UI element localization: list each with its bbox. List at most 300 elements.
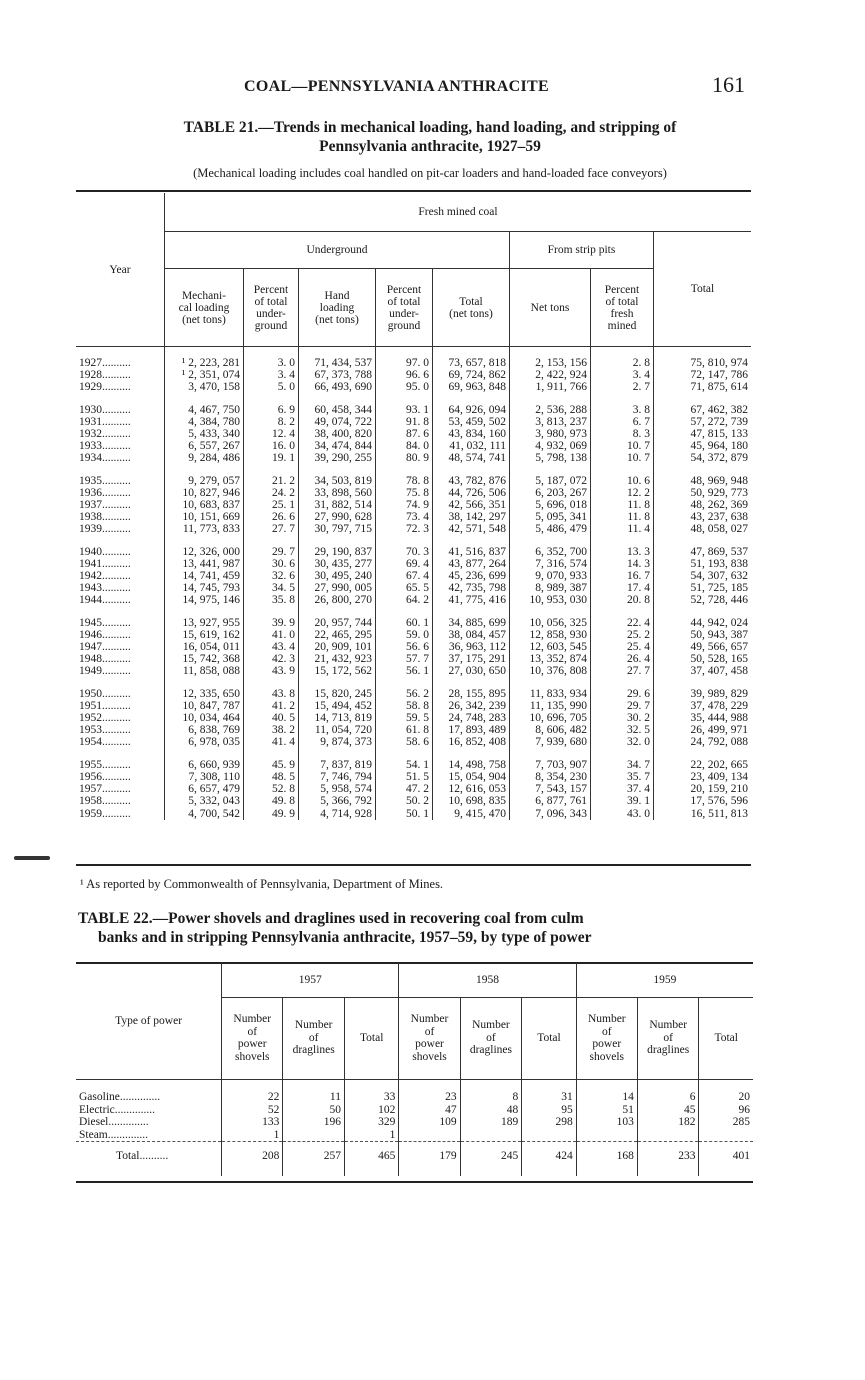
table-row bbox=[76, 1091, 753, 1104]
value-cell: 38, 142, 297 bbox=[433, 511, 510, 523]
value-cell: 11, 054, 720 bbox=[299, 724, 376, 736]
value-cell: 72. 3 bbox=[376, 523, 433, 535]
value-cell: 38, 084, 457 bbox=[433, 629, 510, 641]
value-cell: 6 bbox=[637, 1091, 699, 1104]
value-cell: 9, 070, 933 bbox=[510, 570, 591, 582]
power-type-cell: Gasoline.............. bbox=[79, 1091, 161, 1103]
value-cell: 10. 6 bbox=[591, 475, 654, 487]
table21-subtitle: (Mechanical loading includes coal handled on pit-car loaders and hand-loaded face conveyors) bbox=[193, 166, 667, 180]
table-row bbox=[76, 665, 751, 677]
value-cell: 12. 4 bbox=[244, 428, 299, 440]
table-row bbox=[76, 594, 751, 606]
value-cell: 73. 4 bbox=[376, 511, 433, 523]
value-cell: 97. 0 bbox=[376, 357, 433, 369]
value-cell: 8, 354, 230 bbox=[510, 771, 591, 783]
value-cell: 32. 0 bbox=[591, 736, 654, 748]
year-cell: 1931.......... bbox=[79, 415, 131, 428]
value-cell: 15, 619, 162 bbox=[165, 629, 244, 641]
value-cell: 1 bbox=[222, 1129, 283, 1142]
value-cell: 33 bbox=[344, 1091, 398, 1104]
power-type-cell: Electric.............. bbox=[79, 1103, 156, 1116]
value-cell: 74. 9 bbox=[376, 499, 433, 511]
total-cell: 233 bbox=[637, 1150, 699, 1163]
value-cell: 22, 202, 665 bbox=[654, 759, 752, 771]
value-cell: 67. 4 bbox=[376, 570, 433, 582]
value-cell: 51, 193, 838 bbox=[654, 558, 752, 570]
value-cell: 10. 7 bbox=[591, 440, 654, 452]
value-cell: 12, 326, 000 bbox=[165, 546, 244, 558]
table22 bbox=[76, 963, 753, 1176]
value-cell: 109 bbox=[399, 1116, 460, 1129]
value-cell: 8 bbox=[460, 1091, 522, 1104]
value-cell: 2, 536, 288 bbox=[510, 404, 591, 416]
table-row bbox=[76, 1116, 753, 1129]
value-cell: 2. 8 bbox=[591, 357, 654, 369]
value-cell: 11 bbox=[283, 1091, 345, 1104]
col-type-of-power: Type of power bbox=[76, 963, 222, 1079]
value-cell: 34, 474, 844 bbox=[299, 440, 376, 452]
table21-title bbox=[80, 118, 780, 156]
value-cell: 5. 0 bbox=[244, 381, 299, 393]
value-cell: 285 bbox=[699, 1116, 753, 1129]
value-cell: 13, 352, 874 bbox=[510, 653, 591, 665]
table-row bbox=[76, 582, 751, 594]
value-cell: 29, 190, 837 bbox=[299, 546, 376, 558]
year-cell: 1958.......... bbox=[79, 795, 131, 808]
value-cell: 2, 153, 156 bbox=[510, 357, 591, 369]
value-cell: 52, 728, 446 bbox=[654, 594, 752, 606]
year-cell: 1942.......... bbox=[79, 570, 131, 583]
value-cell: 21, 432, 923 bbox=[299, 653, 376, 665]
table-row bbox=[76, 369, 751, 381]
value-cell: 15, 494, 452 bbox=[299, 700, 376, 712]
value-cell: 39. 9 bbox=[244, 617, 299, 629]
total-cell: 179 bbox=[399, 1150, 460, 1163]
group-spacer bbox=[76, 536, 751, 546]
value-cell: 42, 566, 351 bbox=[433, 499, 510, 511]
value-cell: 24. 2 bbox=[244, 487, 299, 499]
year-cell: 1957.......... bbox=[79, 783, 131, 796]
value-cell: 43, 237, 638 bbox=[654, 511, 752, 523]
value-cell: 12, 335, 650 bbox=[165, 688, 244, 700]
value-cell: 4, 714, 928 bbox=[299, 808, 376, 820]
value-cell: 6, 203, 267 bbox=[510, 487, 591, 499]
value-cell: 11, 135, 990 bbox=[510, 700, 591, 712]
col-total: Total bbox=[699, 997, 753, 1079]
value-cell: 10. 7 bbox=[591, 452, 654, 464]
value-cell: 8. 3 bbox=[591, 428, 654, 440]
value-cell: 41. 4 bbox=[244, 736, 299, 748]
value-cell: 25. 4 bbox=[591, 641, 654, 653]
value-cell: 6, 660, 939 bbox=[165, 759, 244, 771]
total-cell: 401 bbox=[699, 1150, 753, 1163]
value-cell: 75. 8 bbox=[376, 487, 433, 499]
table-row bbox=[76, 688, 751, 700]
value-cell: 47, 815, 133 bbox=[654, 428, 752, 440]
value-cell: 45. 9 bbox=[244, 759, 299, 771]
value-cell: 57, 272, 739 bbox=[654, 416, 752, 428]
table-row bbox=[76, 795, 751, 807]
value-cell: 28, 155, 895 bbox=[433, 688, 510, 700]
value-cell: 27. 7 bbox=[244, 523, 299, 535]
value-cell: 47, 869, 537 bbox=[654, 546, 752, 558]
value-cell: 25. 1 bbox=[244, 499, 299, 511]
col-total: Total bbox=[522, 997, 576, 1079]
value-cell: 67, 462, 382 bbox=[654, 404, 752, 416]
value-cell: 9, 284, 486 bbox=[165, 452, 244, 464]
value-cell: 48, 058, 027 bbox=[654, 523, 752, 535]
value-cell: 16, 054, 011 bbox=[165, 641, 244, 653]
value-cell: 49, 566, 657 bbox=[654, 641, 752, 653]
value-cell: 4, 932, 069 bbox=[510, 440, 591, 452]
value-cell: 43, 877, 264 bbox=[433, 558, 510, 570]
value-cell: 329 bbox=[344, 1116, 398, 1129]
value-cell: ¹ 2, 351, 074 bbox=[165, 369, 244, 381]
value-cell: 71, 875, 614 bbox=[654, 381, 752, 393]
value-cell: 3. 0 bbox=[244, 357, 299, 369]
running-title: COAL—PENNSYLVANIA ANTHRACITE bbox=[244, 78, 549, 95]
value-cell: 5, 332, 043 bbox=[165, 795, 244, 807]
value-cell: 20, 909, 101 bbox=[299, 641, 376, 653]
value-cell: 14, 713, 819 bbox=[299, 712, 376, 724]
col-year: Year bbox=[76, 193, 165, 347]
value-cell: 41. 2 bbox=[244, 700, 299, 712]
year-cell: 1952.......... bbox=[79, 712, 131, 725]
value-cell: 49. 8 bbox=[244, 795, 299, 807]
year-cell: 1943.......... bbox=[79, 582, 131, 595]
value-cell: 56. 2 bbox=[376, 688, 433, 700]
table-row bbox=[76, 724, 751, 736]
value-cell: 20 bbox=[699, 1091, 753, 1104]
year-cell: 1938.......... bbox=[79, 511, 131, 524]
value-cell: 38, 400, 820 bbox=[299, 428, 376, 440]
group-spacer bbox=[76, 749, 751, 759]
value-cell: 5, 486, 479 bbox=[510, 523, 591, 535]
value-cell: 13. 3 bbox=[591, 546, 654, 558]
value-cell: 50. 1 bbox=[376, 808, 433, 820]
table-row bbox=[76, 416, 751, 428]
value-cell: 7, 096, 343 bbox=[510, 808, 591, 820]
year-cell: 1948.......... bbox=[79, 653, 131, 666]
value-cell: 182 bbox=[637, 1116, 699, 1129]
value-cell: 1, 911, 766 bbox=[510, 381, 591, 393]
value-cell: 103 bbox=[576, 1116, 637, 1129]
year-cell: 1936.......... bbox=[79, 486, 131, 499]
total-cell: 257 bbox=[283, 1150, 345, 1163]
value-cell: 17. 4 bbox=[591, 582, 654, 594]
group-spacer bbox=[76, 347, 751, 358]
value-cell: 4, 700, 542 bbox=[165, 808, 244, 820]
value-cell: 13, 441, 987 bbox=[165, 558, 244, 570]
value-cell: 50, 929, 773 bbox=[654, 487, 752, 499]
value-cell: 7, 543, 157 bbox=[510, 783, 591, 795]
table-row bbox=[76, 617, 751, 629]
value-cell: 1 bbox=[344, 1129, 398, 1142]
value-cell bbox=[637, 1129, 699, 1142]
table21-title-line2: Pennsylvania anthracite, 1927–59 bbox=[319, 138, 541, 155]
value-cell: 41, 516, 837 bbox=[433, 546, 510, 558]
group-spacer bbox=[76, 394, 751, 404]
value-cell: 7, 703, 907 bbox=[510, 759, 591, 771]
value-cell: 5, 433, 340 bbox=[165, 428, 244, 440]
value-cell: 53, 459, 502 bbox=[433, 416, 510, 428]
year-cell: 1951.......... bbox=[79, 699, 131, 712]
table-row bbox=[76, 759, 751, 771]
value-cell: 9, 874, 373 bbox=[299, 736, 376, 748]
value-cell: 33, 898, 560 bbox=[299, 487, 376, 499]
year-cell: 1939.......... bbox=[79, 523, 131, 536]
value-cell: 43, 782, 876 bbox=[433, 475, 510, 487]
value-cell: 10, 151, 669 bbox=[165, 511, 244, 523]
value-cell: 70. 3 bbox=[376, 546, 433, 558]
value-cell: 37, 478, 229 bbox=[654, 700, 752, 712]
value-cell: 3. 4 bbox=[244, 369, 299, 381]
value-cell: 29. 7 bbox=[244, 546, 299, 558]
year-cell: 1950.......... bbox=[79, 687, 131, 700]
value-cell: 12. 2 bbox=[591, 487, 654, 499]
value-cell: 96. 6 bbox=[376, 369, 433, 381]
value-cell: 36, 963, 112 bbox=[433, 641, 510, 653]
table-row bbox=[76, 452, 751, 464]
value-cell: 75, 810, 974 bbox=[654, 357, 752, 369]
value-cell: 37, 407, 458 bbox=[654, 665, 752, 677]
value-cell: 8, 989, 387 bbox=[510, 582, 591, 594]
value-cell: 13, 927, 955 bbox=[165, 617, 244, 629]
year-cell: 1940.......... bbox=[79, 545, 131, 558]
table-row bbox=[76, 783, 751, 795]
value-cell: 10, 683, 837 bbox=[165, 499, 244, 511]
value-cell bbox=[460, 1129, 522, 1142]
table-row bbox=[76, 428, 751, 440]
value-cell: 3, 470, 158 bbox=[165, 381, 244, 393]
value-cell: 50, 528, 165 bbox=[654, 653, 752, 665]
value-cell: 26, 342, 239 bbox=[433, 700, 510, 712]
value-cell: 17, 576, 596 bbox=[654, 795, 752, 807]
value-cell: 7, 308, 110 bbox=[165, 771, 244, 783]
value-cell: 5, 696, 018 bbox=[510, 499, 591, 511]
value-cell: 50, 943, 387 bbox=[654, 629, 752, 641]
value-cell: 4, 467, 750 bbox=[165, 404, 244, 416]
power-type-cell: Diesel.............. bbox=[79, 1116, 149, 1128]
value-cell: 51 bbox=[576, 1104, 637, 1117]
col-strip-net-tons: Net tons bbox=[510, 269, 591, 347]
table-row bbox=[76, 499, 751, 511]
col-power-shovels: Number of power shovels bbox=[399, 997, 460, 1079]
value-cell: 35. 7 bbox=[591, 771, 654, 783]
year-cell: 1944.......... bbox=[79, 594, 131, 607]
value-cell: 48, 574, 741 bbox=[433, 452, 510, 464]
table22-title-line2: banks and in stripping Pennsylvania anthracite, 1957–59, by type of power bbox=[98, 929, 592, 946]
value-cell: 44, 942, 024 bbox=[654, 617, 752, 629]
year-cell: 1932.......... bbox=[79, 428, 131, 441]
value-cell: 26. 6 bbox=[244, 511, 299, 523]
total-cell: 465 bbox=[344, 1150, 398, 1163]
table-row bbox=[76, 1129, 753, 1142]
value-cell: 80. 9 bbox=[376, 452, 433, 464]
value-cell: 34, 503, 819 bbox=[299, 475, 376, 487]
value-cell: 5, 187, 072 bbox=[510, 475, 591, 487]
total-cell: 245 bbox=[460, 1150, 522, 1163]
value-cell: 27, 990, 628 bbox=[299, 511, 376, 523]
margin-mark bbox=[14, 856, 50, 860]
value-cell: 71, 434, 537 bbox=[299, 357, 376, 369]
value-cell: 10, 056, 325 bbox=[510, 617, 591, 629]
value-cell: 48, 969, 948 bbox=[654, 475, 752, 487]
value-cell: 3, 980, 973 bbox=[510, 428, 591, 440]
value-cell: 5, 095, 341 bbox=[510, 511, 591, 523]
value-cell: 30. 2 bbox=[591, 712, 654, 724]
total-label: Total.......... bbox=[116, 1149, 169, 1162]
table-row bbox=[76, 475, 751, 487]
value-cell: 66, 493, 690 bbox=[299, 381, 376, 393]
value-cell: 27, 990, 005 bbox=[299, 582, 376, 594]
col-pct-mechanical: Percent of total under- ground bbox=[244, 269, 299, 347]
year-cell: 1941.......... bbox=[79, 557, 131, 570]
value-cell: 6. 9 bbox=[244, 404, 299, 416]
value-cell: 10, 034, 464 bbox=[165, 712, 244, 724]
total-cell: 424 bbox=[522, 1150, 576, 1163]
table-row bbox=[76, 808, 751, 820]
value-cell: 9, 415, 470 bbox=[433, 808, 510, 820]
value-cell: 65. 5 bbox=[376, 582, 433, 594]
value-cell: 58. 8 bbox=[376, 700, 433, 712]
value-cell: 19. 1 bbox=[244, 452, 299, 464]
table21-footnote: ¹ As reported by Commonwealth of Pennsylvania, Department of Mines. bbox=[80, 877, 444, 891]
table22-title-line1: TABLE 22.—Power shovels and draglines used in recovering coal from culm bbox=[78, 910, 584, 927]
value-cell: 38. 2 bbox=[244, 724, 299, 736]
value-cell: 43. 4 bbox=[244, 641, 299, 653]
value-cell: 29. 7 bbox=[591, 700, 654, 712]
value-cell: 37. 4 bbox=[591, 783, 654, 795]
value-cell: 15, 820, 245 bbox=[299, 688, 376, 700]
value-cell: 32. 5 bbox=[591, 724, 654, 736]
table-row bbox=[76, 404, 751, 416]
value-cell: 43, 834, 160 bbox=[433, 428, 510, 440]
value-cell: 35, 444, 988 bbox=[654, 712, 752, 724]
value-cell: 7, 837, 819 bbox=[299, 759, 376, 771]
value-cell: 59. 0 bbox=[376, 629, 433, 641]
value-cell: 22. 4 bbox=[591, 617, 654, 629]
value-cell: 41. 0 bbox=[244, 629, 299, 641]
value-cell: 51, 725, 185 bbox=[654, 582, 752, 594]
table-row bbox=[76, 570, 751, 582]
value-cell: 16, 511, 813 bbox=[654, 808, 752, 820]
value-cell: 93. 1 bbox=[376, 404, 433, 416]
value-cell: 64. 2 bbox=[376, 594, 433, 606]
group-spacer bbox=[76, 607, 751, 617]
value-cell: 4, 384, 780 bbox=[165, 416, 244, 428]
value-cell: 48, 262, 369 bbox=[654, 499, 752, 511]
value-cell: 5, 366, 792 bbox=[299, 795, 376, 807]
table-row bbox=[76, 641, 751, 653]
value-cell: 29. 6 bbox=[591, 688, 654, 700]
value-cell: 5, 958, 574 bbox=[299, 783, 376, 795]
value-cell: 59. 5 bbox=[376, 712, 433, 724]
value-cell: 61. 8 bbox=[376, 724, 433, 736]
value-cell: 6, 557, 267 bbox=[165, 440, 244, 452]
value-cell: 23 bbox=[399, 1091, 460, 1104]
power-type-cell: Steam.............. bbox=[76, 1129, 222, 1142]
year-cell: 1945.......... bbox=[79, 616, 131, 629]
value-cell: 54, 372, 879 bbox=[654, 452, 752, 464]
value-cell: 3. 4 bbox=[591, 369, 654, 381]
value-cell: 42. 3 bbox=[244, 653, 299, 665]
value-cell bbox=[283, 1129, 345, 1142]
value-cell: 39, 989, 829 bbox=[654, 688, 752, 700]
value-cell: 41, 032, 111 bbox=[433, 440, 510, 452]
col-year-1958: 1958 bbox=[399, 963, 576, 997]
year-cell: 1955.......... bbox=[79, 758, 131, 771]
value-cell: 102 bbox=[344, 1104, 398, 1117]
value-cell: 45 bbox=[637, 1104, 699, 1117]
value-cell: 54. 1 bbox=[376, 759, 433, 771]
table-row bbox=[76, 771, 751, 783]
value-cell: 15, 742, 368 bbox=[165, 653, 244, 665]
value-cell: 31 bbox=[522, 1091, 576, 1104]
col-fresh-mined: Fresh mined coal bbox=[165, 193, 752, 232]
table-row bbox=[76, 357, 751, 369]
value-cell bbox=[522, 1129, 576, 1142]
value-cell: 34. 5 bbox=[244, 582, 299, 594]
table-row bbox=[76, 629, 751, 641]
value-cell: 40. 5 bbox=[244, 712, 299, 724]
value-cell: 87. 6 bbox=[376, 428, 433, 440]
value-cell: 26, 800, 270 bbox=[299, 594, 376, 606]
value-cell: 11, 773, 833 bbox=[165, 523, 244, 535]
year-cell: 1929.......... bbox=[79, 381, 131, 394]
value-cell: 14, 975, 146 bbox=[165, 594, 244, 606]
value-cell: 72, 147, 786 bbox=[654, 369, 752, 381]
value-cell: 133 bbox=[222, 1116, 283, 1129]
table21 bbox=[76, 193, 751, 820]
value-cell: 42, 735, 798 bbox=[433, 582, 510, 594]
value-cell: 69. 4 bbox=[376, 558, 433, 570]
value-cell: 14, 498, 758 bbox=[433, 759, 510, 771]
table-row bbox=[76, 381, 751, 393]
value-cell: 47. 2 bbox=[376, 783, 433, 795]
year-cell: 1934.......... bbox=[79, 452, 131, 465]
value-cell: 31, 882, 514 bbox=[299, 499, 376, 511]
table-row bbox=[76, 1104, 753, 1117]
value-cell: 95 bbox=[522, 1104, 576, 1117]
table22-body bbox=[76, 1079, 753, 1176]
year-cell: 1956.......... bbox=[79, 770, 131, 783]
value-cell: 189 bbox=[460, 1116, 522, 1129]
value-cell: 64, 926, 094 bbox=[433, 404, 510, 416]
value-cell: 7, 316, 574 bbox=[510, 558, 591, 570]
total-cell: 168 bbox=[576, 1150, 637, 1163]
col-total-underground: Total (net tons) bbox=[433, 269, 510, 347]
year-cell: 1946.......... bbox=[79, 628, 131, 641]
value-cell: 69, 963, 848 bbox=[433, 381, 510, 393]
value-cell: 26. 4 bbox=[591, 653, 654, 665]
value-cell: 60, 458, 344 bbox=[299, 404, 376, 416]
year-cell: 1949.......... bbox=[79, 665, 131, 678]
value-cell: 2, 422, 924 bbox=[510, 369, 591, 381]
value-cell: 58. 6 bbox=[376, 736, 433, 748]
value-cell: 48 bbox=[460, 1104, 522, 1117]
value-cell: 10, 827, 946 bbox=[165, 487, 244, 499]
table-row bbox=[76, 736, 751, 748]
value-cell: 11, 858, 088 bbox=[165, 665, 244, 677]
table21-bottom-rule bbox=[76, 864, 751, 866]
value-cell bbox=[399, 1129, 460, 1142]
value-cell: 27, 030, 650 bbox=[433, 665, 510, 677]
table-row bbox=[76, 712, 751, 724]
value-cell: 298 bbox=[522, 1116, 576, 1129]
table-row bbox=[76, 440, 751, 452]
year-cell: 1935.......... bbox=[79, 474, 131, 487]
